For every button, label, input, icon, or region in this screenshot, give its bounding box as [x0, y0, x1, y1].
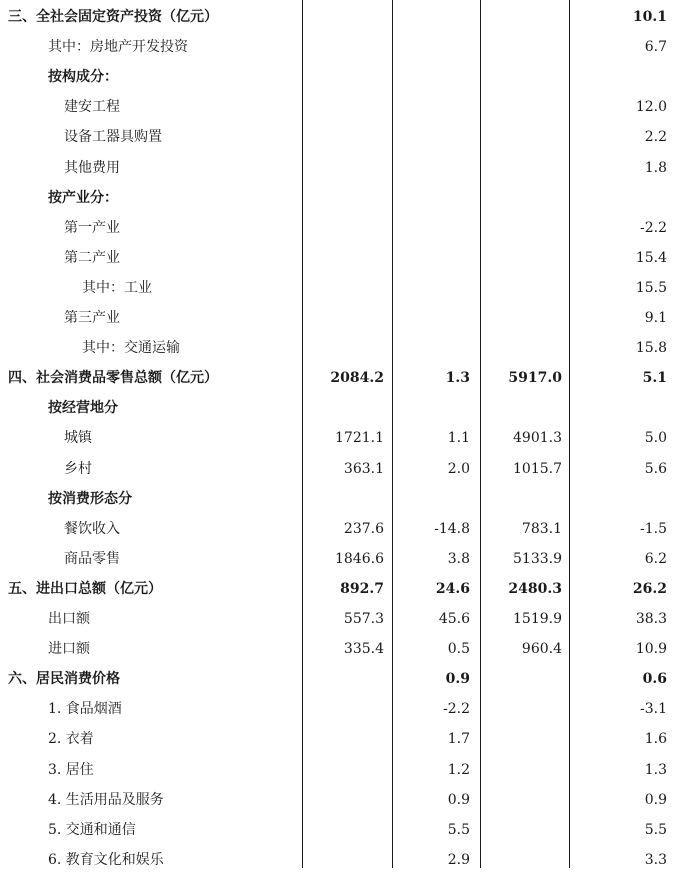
cell-v4: 0.6: [642, 671, 667, 688]
row-label: 第二产业: [64, 249, 120, 266]
cell-v2: 45.6: [438, 611, 470, 627]
table-row: [0, 213, 697, 243]
row-label: 设备工器具购置: [64, 129, 162, 146]
cell-v4: 5.6: [644, 460, 667, 477]
table-row: [0, 62, 697, 92]
row-label: 6. 教育文化和娱乐: [48, 851, 164, 868]
cell-v3: 1519.9: [513, 611, 562, 627]
cell-v1: 237.6: [343, 520, 384, 537]
row-label: 三、全社会固定资产投资（亿元）: [8, 9, 218, 25]
table-row: [0, 122, 697, 152]
cell-v4: 9.1: [644, 310, 667, 326]
cell-v3: 2480.3: [508, 580, 562, 597]
cell-v2: 24.6: [435, 580, 470, 597]
cell-v3: 783.1: [521, 520, 562, 537]
cell-v4: 3.3: [644, 851, 667, 868]
table-row: [0, 32, 697, 62]
cell-v4: 26.2: [632, 580, 667, 597]
cell-v2: 1.7: [447, 731, 470, 748]
table-row: [0, 423, 697, 453]
table-row: [0, 454, 697, 484]
cell-v1: 1721.1: [335, 430, 384, 447]
row-label: 乡村: [64, 460, 92, 477]
row-label: 其中：交通运输: [82, 340, 180, 357]
table-row: [0, 724, 697, 754]
table-row: [0, 273, 697, 303]
cell-v2: 1.1: [447, 430, 470, 447]
cell-v2: 2.9: [447, 851, 470, 868]
row-label: 第一产业: [64, 219, 120, 236]
cell-v4: 15.8: [635, 340, 667, 357]
table-row: [0, 363, 697, 393]
table-row: [0, 785, 697, 815]
row-label: 六、居民消费价格: [8, 671, 120, 688]
row-label: 4. 生活用品及服务: [48, 791, 164, 808]
table-row: [0, 664, 697, 694]
cell-v3: 5917.0: [508, 370, 562, 387]
cell-v1: 892.7: [340, 580, 384, 597]
table-row: [0, 92, 697, 122]
row-label: 餐饮收入: [64, 520, 120, 537]
table-row: [0, 574, 697, 604]
table-row: [0, 393, 697, 423]
table-row: [0, 484, 697, 514]
cell-v2: 0.9: [447, 791, 470, 808]
cell-v2: 0.5: [447, 641, 470, 658]
cell-v3: 1015.7: [513, 460, 562, 477]
cell-v4: 12.0: [635, 99, 667, 116]
table-row: [0, 333, 697, 363]
cell-v4: 6.2: [644, 550, 667, 567]
cell-v2: -2.2: [443, 701, 470, 718]
cell-v4: 15.4: [635, 249, 667, 266]
table-row: [0, 634, 697, 664]
row-label: 五、进出口总额（亿元）: [8, 580, 162, 597]
table-row: [0, 815, 697, 845]
row-label: 按经营地分: [48, 400, 118, 417]
cell-v2: 2.0: [447, 460, 470, 477]
row-label: 按产业分：: [48, 189, 118, 206]
cell-v2: 1.3: [445, 370, 470, 387]
row-label: 按构成分：: [48, 69, 118, 86]
cell-v4: 15.5: [635, 279, 667, 296]
table-row: [0, 755, 697, 785]
cell-v4: 10.9: [635, 641, 667, 658]
row-label: 2. 衣着: [48, 731, 94, 748]
table-row: [0, 183, 697, 213]
cell-v1: 363.1: [343, 460, 384, 477]
cell-v3: 960.4: [521, 641, 562, 658]
row-label: 其他费用: [64, 159, 120, 176]
cell-v1: 557.3: [343, 611, 384, 627]
row-label: 其中：工业: [82, 279, 152, 296]
table-row: [0, 694, 697, 724]
table-row: [0, 845, 697, 875]
row-label: 建安工程: [64, 99, 120, 116]
cell-v4: 10.1: [632, 9, 667, 25]
table-row: [0, 243, 697, 273]
cell-v3: 5133.9: [513, 550, 562, 567]
cell-v4: -1.5: [640, 520, 667, 537]
table-row: [0, 544, 697, 574]
cell-v3: 4901.3: [513, 430, 562, 447]
cell-v4: 5.0: [644, 430, 667, 447]
cell-v4: 0.9: [644, 791, 667, 808]
table-row: [0, 2, 697, 32]
row-label: 第三产业: [64, 310, 120, 326]
cell-v4: -2.2: [640, 219, 667, 236]
cell-v4: 5.1: [642, 370, 667, 387]
cell-v2: 0.9: [445, 671, 470, 688]
table-row: [0, 514, 697, 544]
row-label: 3. 居住: [48, 761, 94, 778]
cell-v2: -14.8: [434, 520, 470, 537]
cell-v4: 1.3: [644, 761, 667, 778]
row-label: 商品零售: [64, 550, 120, 567]
row-label: 按消费形态分: [48, 490, 132, 507]
table-row: [0, 604, 697, 634]
cell-v1: 1846.6: [335, 550, 384, 567]
table-row: [0, 153, 697, 183]
cell-v1: 2084.2: [330, 370, 384, 387]
row-label: 出口额: [48, 611, 90, 627]
cell-v4: 2.2: [644, 129, 667, 146]
cell-v4: 1.6: [644, 731, 667, 748]
cell-v4: -3.1: [640, 701, 667, 718]
cell-v2: 1.2: [447, 761, 470, 778]
cell-v1: 335.4: [343, 641, 384, 658]
row-label: 1. 食品烟酒: [48, 701, 122, 718]
table-row: [0, 303, 697, 333]
row-label: 进口额: [48, 641, 90, 658]
cell-v4: 1.8: [644, 159, 667, 176]
cell-v2: 3.8: [447, 550, 470, 567]
row-label: 5. 交通和通信: [48, 821, 136, 838]
cell-v2: 5.5: [447, 821, 470, 838]
cell-v4: 6.7: [644, 39, 667, 56]
cell-v4: 5.5: [644, 821, 667, 838]
row-label: 四、社会消费品零售总额（亿元）: [8, 370, 218, 387]
row-label: 城镇: [64, 430, 92, 447]
row-label: 其中：房地产开发投资: [48, 39, 188, 56]
cell-v4: 38.3: [635, 611, 667, 627]
